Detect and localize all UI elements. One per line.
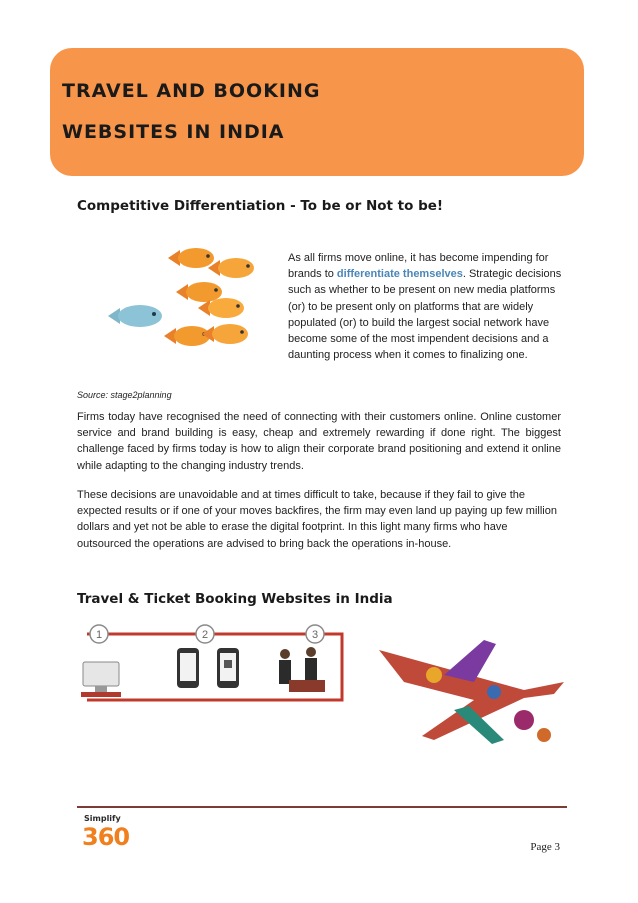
body-paragraph-1: Firms today have recognised the need of connecting with their customers online. Online customer service and brand building is easy, cheap and extremely rewarding if done right. The biggest challenge faced by firms today is how to align their corporate brand positioning and extend it online while adapting to the changing industry trends. [77, 411, 561, 472]
orange-fish-5 [164, 326, 210, 346]
step-1-label: 1 [95, 629, 103, 641]
step-1 [90, 625, 108, 643]
step-2 [196, 625, 214, 643]
orange-fish-1 [168, 248, 214, 268]
body-paragraph-2: These decisions are unavoidable and at times difficult to take, because if they fail to give the expected results or if one of your moves backfires, the firm may even land up paying up few million dollars and yet not be able to erase the digital footprint. In this light many firms who have outsourced the operations are advised to bring back the operations in-house. [77, 489, 557, 550]
image-source-caption: Source: stage2planning [77, 390, 172, 400]
footer-divider [77, 806, 567, 808]
title-banner [50, 48, 584, 176]
page-number: Page 3 [530, 841, 560, 853]
orange-fish-6 [202, 324, 248, 344]
booking-steps-illustration [77, 622, 357, 722]
section-heading-differentiation: Competitive Differentiation - To be or Not to be! [77, 198, 444, 214]
phone-icon-2 [217, 648, 239, 688]
phone-icon-1 [177, 648, 199, 688]
blue-fish [108, 305, 162, 327]
logo-big-text: 360 [82, 823, 130, 851]
step-3 [306, 625, 324, 643]
banner-title-line-1: TRAVEL AND BOOKING [62, 80, 321, 102]
logo-small-text: Simplify [84, 814, 121, 823]
section-heading-travel-booking: Travel & Ticket Booking Websites in India [77, 591, 393, 607]
airplane-illustration [374, 620, 568, 750]
simplify360-logo [80, 812, 160, 852]
computer-icon [81, 662, 121, 697]
goldfish-illustration [98, 226, 263, 376]
people-at-counter [279, 647, 325, 692]
step-3-label: 3 [311, 629, 319, 641]
banner-title-line-2: WEBSITES IN INDIA [62, 121, 285, 143]
intro-text-end: . Strategic decisions such as whether to be present on new media platforms (or) to be present only on platforms that are widely populated (or) to build the largest social network have become some of the most impendent decisions and a daunting process when it comes to finalizing one. [288, 268, 562, 362]
orange-fish-2 [208, 258, 254, 278]
orange-fish-3 [176, 282, 222, 302]
step-2-label: 2 [201, 629, 209, 641]
intro-highlight: differentiate themselves [336, 268, 463, 281]
intro-paragraph [288, 250, 568, 363]
intro-text-start: As all firms move online, it has become impending for brands to [288, 252, 549, 281]
